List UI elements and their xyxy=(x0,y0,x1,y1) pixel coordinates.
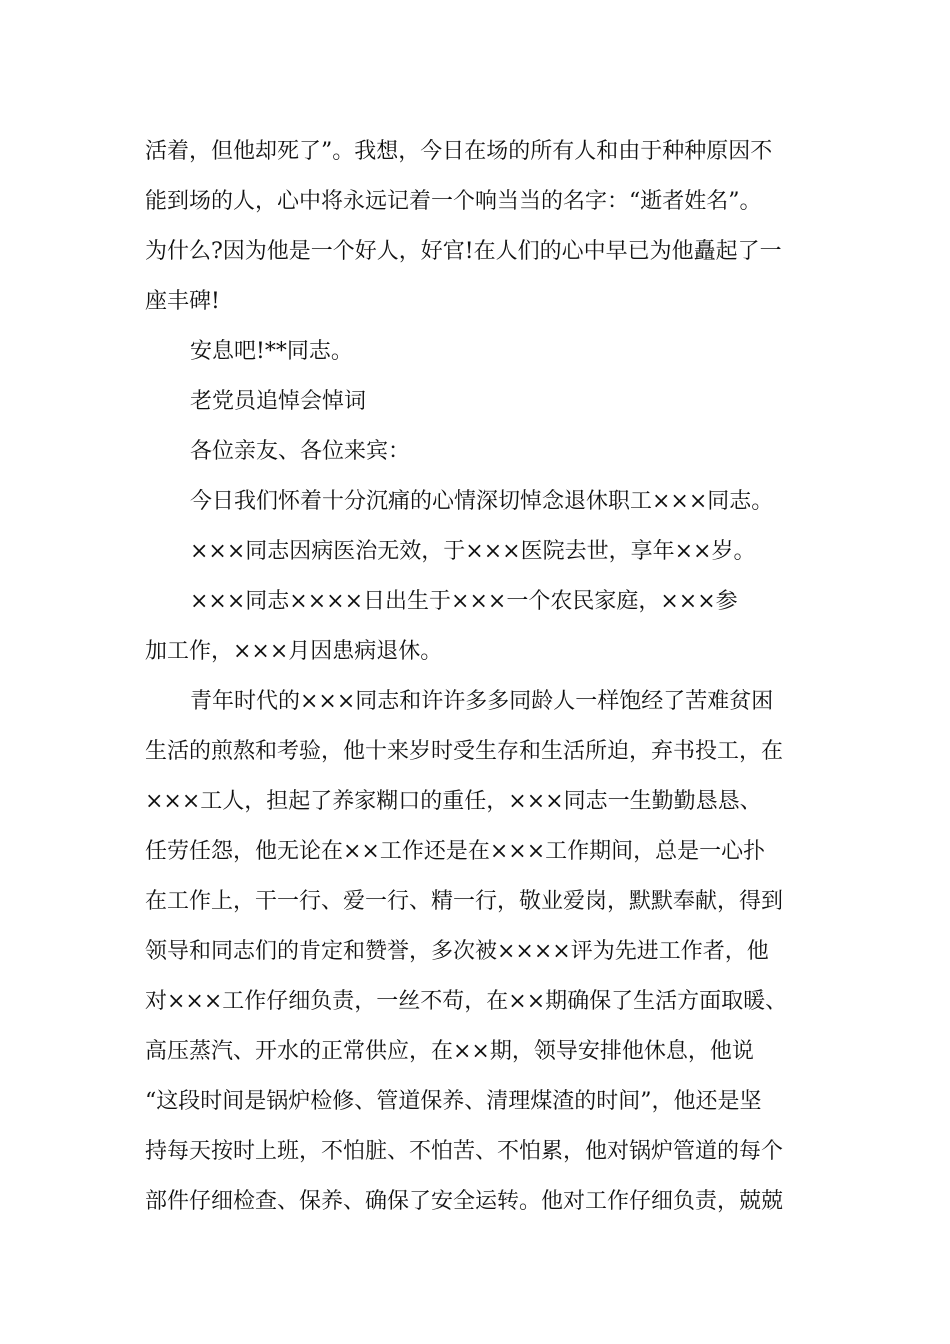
paragraph-line: 部件仔细检查、保养、确保了安全运转。他对工作仔细负责，兢兢 xyxy=(145,1189,784,1214)
paragraph-line: 加工作，×××月因患病退休。 xyxy=(145,639,443,664)
paragraph-line: 对×××工作仔细负责，一丝不苟，在××期确保了生活方面取暖、 xyxy=(145,989,788,1014)
paragraph-line: 为什么?因为他是一个好人，好官!在人们的心中早已为他矗起了一 xyxy=(145,239,782,264)
paragraph-line: ×××同志因病医治无效，于×××医院去世，享年××岁。 xyxy=(190,539,756,564)
paragraph-line: 任劳任怨，他无论在××工作还是在×××工作期间，总是一心扑 xyxy=(145,839,766,864)
paragraph-line: 高压蒸汽、开水的正常供应，在××期，领导安排他休息，他说 xyxy=(145,1039,754,1064)
paragraph-line: 今日我们怀着十分沉痛的心情深切悼念退休职工×××同志。 xyxy=(190,489,774,514)
salutation: 各位亲友、各位来宾： xyxy=(190,439,411,464)
section-title: 老党员追悼会悼词 xyxy=(190,389,367,414)
paragraph-line: ×××工人，担起了养家糊口的重任，×××同志一生勤勤恳恳、 xyxy=(145,789,762,814)
paragraph-line: 能到场的人，心中将永远记着一个响当当的名字：“逝者姓名”。 xyxy=(145,189,762,214)
paragraph-line: “这段时间是锅炉检修、管道保养、清理煤渣的时间”，他还是坚 xyxy=(145,1089,762,1114)
paragraph-line: 生活的煎熬和考验，他十来岁时受生存和生活所迫，弃书投工，在 xyxy=(145,739,784,764)
paragraph-line: ×××同志××××日出生于×××一个农民家庭，×××参 xyxy=(190,589,738,614)
paragraph-line: 活着，但他却死了”。我想，今日在场的所有人和由于种种原因不 xyxy=(145,139,773,164)
closing-line: 安息吧!**同志。 xyxy=(190,339,353,364)
paragraph-line: 持每天按时上班，不怕脏、不怕苦、不怕累，他对锅炉管道的每个 xyxy=(145,1139,784,1164)
paragraph-line: 青年时代的×××同志和许许多多同龄人一样饱经了苦难贫困 xyxy=(190,689,774,714)
paragraph-line: 领导和同志们的肯定和赞誉，多次被××××评为先进工作者，他 xyxy=(145,939,769,964)
paragraph-line: 在工作上，干一行、爱一行、精一行，敬业爱岗，默默奉献，得到 xyxy=(145,889,784,914)
paragraph-line: 座丰碑! xyxy=(145,289,220,314)
